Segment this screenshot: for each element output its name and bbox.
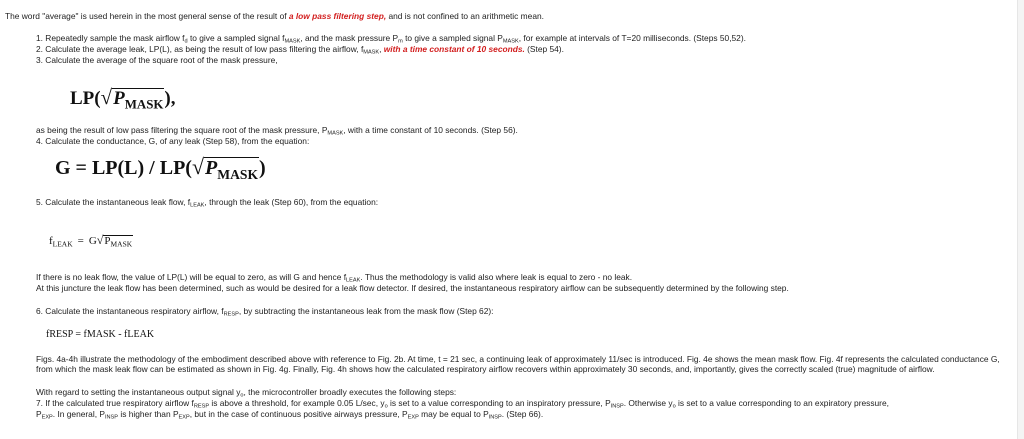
subscript: RESP — [223, 311, 239, 318]
leak-paragraph — [36, 272, 632, 282]
paragraph-text: . Thus the methodology is valid also where leak is equal to zero - no leak. — [360, 272, 633, 282]
intro-highlight: a low pass filtering step, — [288, 11, 387, 21]
eq-variable: G — [88, 235, 97, 247]
figures-paragraph: Figs. 4a-4h illustrate the methodology of the embodiment described above with reference to Fig. 2b. At time, t = 21 sec, a continuing leak of approximately 11/sec is introduced. Fig. 4e shows the mean mask flow. Fig. 4f represents the calculated conductance G, from which the mask leak flow can be estimated as shown in Fig. 4g. Finally, Fig. 4h shows how the calculated respiratory airflow recovers within approximately 30 seconds, and, importantly, gives the correctly scaled (true) magnitude of airflow. — [36, 354, 1000, 375]
step-text: , through the leak (Step 60), from the equation: — [204, 197, 379, 207]
intro-paragraph — [5, 11, 544, 21]
eq-text: ) — [259, 157, 266, 179]
step-text: may be equal to P — [418, 409, 489, 419]
step-text: 5. Calculate the instantaneous leak flow, f — [36, 197, 191, 207]
eq-variable: P — [104, 235, 111, 247]
page-edge — [1017, 0, 1024, 439]
equation-leak-flow — [49, 233, 133, 248]
eq-variable: P — [205, 157, 218, 179]
radical-bar — [204, 157, 259, 182]
subscript: INSP — [610, 403, 624, 410]
subscript: o — [672, 403, 676, 410]
intro-text: The word "average" is used herein in the most general sense of the result of — [5, 11, 289, 21]
step-5 — [36, 197, 378, 207]
eq-text: G = LP(L) / LP( — [55, 157, 192, 179]
subscript: MASK — [110, 239, 133, 249]
step-text: , but in the case of continuous positive airways pressure, P — [189, 409, 408, 419]
subscript: EXP — [407, 414, 419, 421]
step-text: 2. Calculate the average leak, LP(L), as being the result of low pass filtering the airflow, f — [36, 44, 364, 54]
radical-glyph: √ — [96, 233, 104, 247]
step-text: 6. Calculate the instantaneous respiratory airflow, f — [36, 306, 224, 316]
step-text: P — [36, 409, 42, 419]
step-6 — [36, 306, 493, 316]
step-text: 1. Repeatedly sample the mask airflow f — [36, 33, 185, 43]
subscript: MASK — [124, 96, 164, 112]
equation-average-sqrt-pressure — [70, 85, 175, 110]
step-text: (Step 54). — [524, 44, 564, 54]
subscript: MASK — [327, 130, 344, 137]
step-text: 7. If the calculated true respiratory airflow f — [36, 398, 194, 408]
subscript: LEAK — [190, 202, 205, 209]
step-3: 3. Calculate the average of the square root of the mask pressure, — [36, 55, 278, 65]
subscript: INSP — [104, 414, 119, 421]
eq-variable: f — [49, 235, 53, 247]
step-text: to give a sampled signal f — [187, 33, 285, 43]
step-7-line-2 — [36, 409, 543, 419]
eq-variable: P — [113, 88, 125, 109]
step-text: . Otherwise y — [623, 398, 673, 408]
radical-sign — [97, 233, 133, 248]
step-text: is set to a value corresponding to an inspiratory pressure, P — [387, 398, 611, 408]
paragraph-text: If there is no leak flow, the value of LP(L) will be equal to zero, as will G and hence f — [36, 272, 347, 282]
equation-respiratory-flow: fRESP = fMASK - fLEAK — [46, 329, 155, 340]
subscript: o — [240, 392, 244, 399]
step-2 — [36, 44, 564, 54]
leak-paragraph-line-2: At this juncture the leak flow has been determined, such as would be desired for a leak flow detector. If desired, the instantaneous respiratory airflow can be subsequently determined by the following step. — [36, 283, 789, 293]
subscript: EXP — [178, 414, 190, 421]
step-text: . In general, P — [52, 409, 105, 419]
step-text: , and the mask pressure P — [300, 33, 399, 43]
step-text: is higher than P — [118, 409, 179, 419]
eq-text: ), — [164, 88, 176, 109]
step-text: , with a time constant of 10 seconds. (Step 56). — [343, 125, 518, 135]
step-4: 4. Calculate the conductance, G, of any leak (Step 58), from the equation: — [36, 136, 310, 146]
step-text: . (Step 66). — [501, 409, 544, 419]
subscript: MASK — [284, 38, 301, 45]
radical-glyph: √ — [100, 85, 113, 109]
radical-glyph: √ — [191, 154, 205, 179]
step-text: , — [379, 44, 384, 54]
step-3-continuation — [36, 125, 518, 135]
subscript: MASK — [363, 49, 380, 56]
subscript: INSP — [488, 414, 502, 421]
subscript: o — [384, 403, 388, 410]
equation-conductance — [55, 154, 266, 180]
radical-sign — [192, 154, 259, 180]
subscript: MASK — [217, 166, 259, 182]
radical-bar — [103, 235, 133, 247]
step-text: is above a threshold, for example 0.05 L/sec, y — [209, 398, 385, 408]
subscript: d — [184, 38, 188, 45]
radical-sign — [101, 85, 165, 110]
radical-bar — [112, 88, 164, 112]
subscript: RESP — [193, 403, 210, 410]
step-text: , for example at intervals of T=20 milliseconds. (Steps 50,52). — [518, 33, 746, 43]
step-text: to give a sampled signal P — [402, 33, 503, 43]
subscript: EXP — [41, 414, 53, 421]
paragraph-text: With regard to setting the instantaneous output signal y — [36, 387, 241, 397]
subscript: m — [398, 38, 403, 45]
step-2-highlight: with a time constant of 10 seconds. — [383, 44, 525, 54]
eq-text: LP( — [70, 88, 101, 109]
paragraph-text: , the microcontroller broadly executes the following steps: — [243, 387, 457, 397]
subscript: MASK — [502, 38, 519, 45]
subscript: LEAK — [52, 239, 73, 249]
step-text: , by subtracting the instantaneous leak from the mask flow (Step 62): — [238, 306, 494, 316]
step-text: is set to a value corresponding to an expiratory pressure, — [675, 398, 889, 408]
step-7 — [36, 398, 889, 408]
subscript: LEAK — [346, 277, 361, 284]
intro-text-end: and is not confined to an arithmetic mean. — [386, 11, 544, 21]
step-1 — [36, 33, 746, 43]
eq-text: = — [77, 235, 84, 247]
step-text: as being the result of low pass filtering the square root of the mask pressure, P — [36, 125, 328, 135]
output-paragraph — [36, 387, 456, 397]
